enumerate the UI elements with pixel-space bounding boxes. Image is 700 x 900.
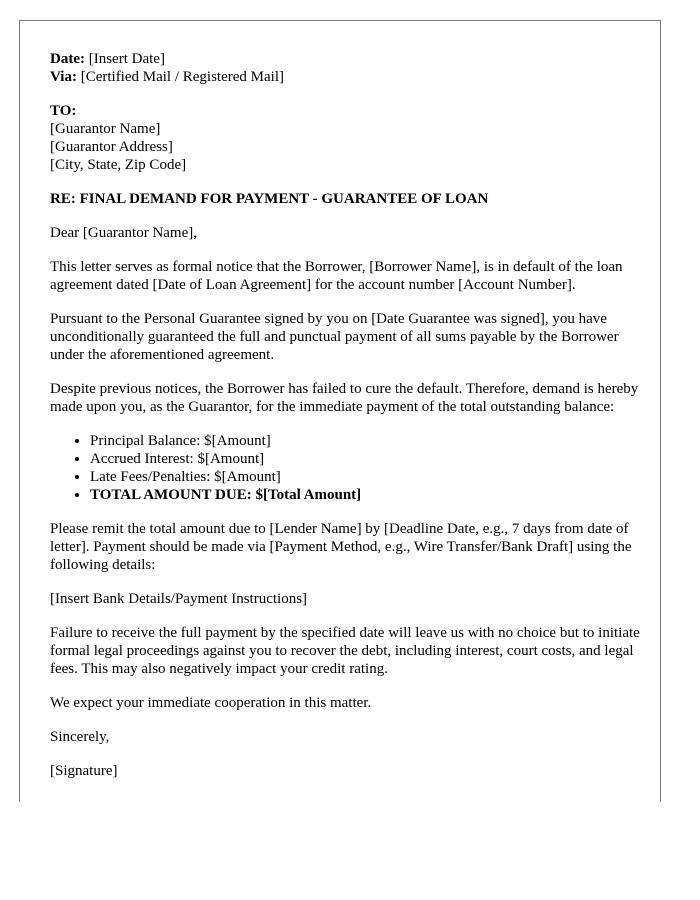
bank-details: [Insert Bank Details/Payment Instructions] — [50, 591, 308, 607]
via-value: [Certified Mail / Registered Mail] — [80, 69, 284, 85]
payment-paragraph: Please remit the total amount due to [Lender Name] by [Deadline Date, e.g., 7 days from date of letter]. Payment should be made via [Payment Method, e.g., Wire Transfer/Bank Draft] using the following details: — [50, 521, 632, 573]
signature-line: [Signature] — [50, 763, 118, 779]
list-item-fees: • Late Fees/Penalties: $[Amount] — [90, 468, 640, 486]
default-notice-paragraph: This letter serves as formal notice that the Borrower, [Borrower Name], is in default of the loan agreement dated [Date of Loan Agreement] for the account number [Account Number]. — [50, 259, 623, 293]
amount-list — [50, 432, 640, 504]
date-value: [Insert Date] — [88, 51, 165, 67]
expectation-line: We expect your immediate cooperation in this matter. — [50, 695, 372, 711]
guarantor-address: [Guarantor Address] — [50, 139, 173, 155]
via-line — [50, 68, 640, 86]
via-label: Via: — [50, 69, 77, 85]
closing-line: Sincerely, — [50, 729, 110, 745]
list-item-total: • TOTAL AMOUNT DUE: $[Total Amount] — [90, 486, 640, 504]
salutation: Dear [Guarantor Name], — [50, 225, 198, 241]
demand-paragraph: Despite previous notices, the Borrower has failed to cure the default. Therefore, demand is hereby made upon you, as the Guarantor, for the immediate payment of the total outstanding balance: — [50, 381, 639, 415]
recipient-block — [50, 102, 640, 174]
guarantee-paragraph: Pursuant to the Personal Guarantee signed by you on [Date Guarantee was signed], you have unconditionally guaranteed the full and punctual payment of all sums payable by the Borrower under the aforementioned agreement. — [50, 311, 619, 363]
letter-content — [50, 50, 640, 780]
letter-page — [19, 20, 661, 802]
guarantor-name: [Guarantor Name] — [50, 121, 161, 137]
subject-line: RE: FINAL DEMAND FOR PAYMENT - GUARANTEE OF LOAN — [50, 191, 489, 207]
list-item-principal: • Principal Balance: $[Amount] — [90, 432, 640, 450]
failure-paragraph: Failure to receive the full payment by the specified date will leave us with no choice but to initiate formal legal proceedings against you to recover the debt, including interest, court costs, and legal fees. This may also negatively impact your credit rating. — [50, 625, 640, 677]
date-label: Date: — [50, 51, 85, 67]
to-label: TO: — [50, 103, 77, 119]
guarantor-city: [City, State, Zip Code] — [50, 157, 187, 173]
date-line — [50, 50, 640, 68]
list-item-interest: • Accrued Interest: $[Amount] — [90, 450, 640, 468]
